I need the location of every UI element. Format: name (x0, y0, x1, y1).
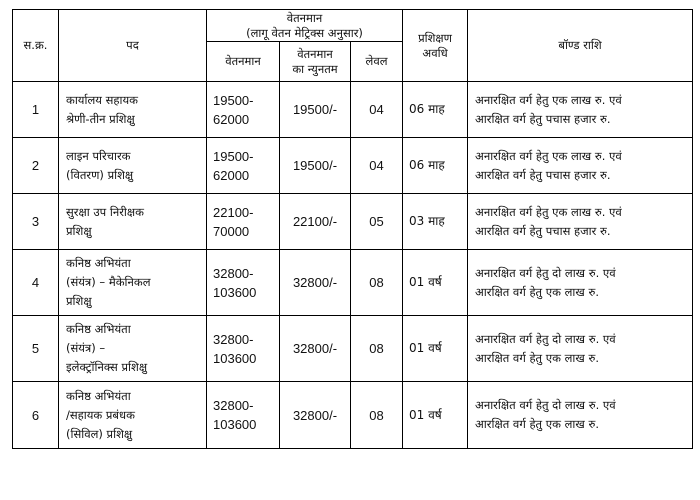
pay-scale-line: 62000 (213, 167, 250, 183)
pay-scale-line: 103600 (213, 284, 257, 300)
bond-line: आरक्षित वर्ग हेतु पचास हजार रु. (475, 167, 611, 182)
cell-training-duration: 06 माह (403, 138, 468, 194)
header-training-duration (403, 10, 468, 82)
pay-scale-line: 62000 (213, 111, 250, 127)
header-serial: स.क्र. (13, 10, 59, 82)
pay-scale-line: 19500- (213, 92, 254, 108)
cell-bond-amount (468, 382, 693, 449)
bond-line: अनारक्षित वर्ग हेतु एक लाख रु. एवं (475, 204, 622, 219)
cell-bond-amount (468, 194, 693, 250)
table-row (13, 138, 693, 194)
cell-post (59, 138, 207, 194)
post-line: श्रेणी-तीन प्रशिक्षु (66, 111, 135, 126)
post-line: प्रशिक्षु (66, 294, 92, 308)
training-posts-table (12, 9, 693, 449)
post-line: (संयंत्र) – (66, 341, 106, 355)
cell-bond-amount (468, 316, 693, 382)
cell-training-duration: 03 माह (403, 194, 468, 250)
bond-line: आरक्षित वर्ग हेतु पचास हजार रु. (475, 111, 611, 126)
post-line: कनिष्ठ अभियंता (66, 322, 131, 336)
post-line: लाइन परिचारक (66, 148, 131, 163)
post-line: कनिष्ठ अभियंता (66, 388, 131, 403)
cell-serial: 4 (13, 250, 59, 316)
cell-serial: 2 (13, 138, 59, 194)
cell-serial: 6 (13, 382, 59, 449)
header-post: पद (59, 10, 207, 82)
bond-line: अनारक्षित वर्ग हेतु दो लाख रु. एवं (475, 398, 616, 412)
cell-min-pay: 32800/- (280, 250, 351, 316)
bond-line: आरक्षित वर्ग हेतु एक लाख रु. (475, 350, 599, 365)
cell-min-pay: 32800/- (280, 316, 351, 382)
cell-post (59, 250, 207, 316)
cell-level: 05 (351, 194, 403, 250)
cell-pay-scale (207, 382, 280, 449)
cell-training-duration: 01 वर्ष (403, 382, 468, 449)
header-min-pay-line1: वेतनमान (297, 46, 333, 61)
header-bond-amount: बॉण्ड राशि (468, 10, 693, 82)
cell-pay-scale (207, 250, 280, 316)
cell-min-pay: 19500/- (280, 138, 351, 194)
cell-min-pay: 22100/- (280, 194, 351, 250)
bond-line: अनारक्षित वर्ग हेतु एक लाख रु. एवं (475, 148, 622, 163)
cell-pay-scale (207, 82, 280, 138)
table-row (13, 82, 693, 138)
table-row (13, 316, 693, 382)
cell-serial: 3 (13, 194, 59, 250)
pay-scale-line: 70000 (213, 223, 250, 239)
header-pay-scale-group (207, 10, 403, 42)
bond-line: अनारक्षित वर्ग हेतु दो लाख रु. एवं (475, 265, 616, 280)
cell-level: 04 (351, 82, 403, 138)
cell-post (59, 82, 207, 138)
post-line: /सहायक प्रबंधक (66, 407, 135, 422)
post-line: कनिष्ठ अभियंता (66, 256, 131, 270)
pay-scale-line: 19500- (213, 148, 254, 164)
cell-serial: 1 (13, 82, 59, 138)
cell-serial: 5 (13, 316, 59, 382)
cell-pay-scale (207, 194, 280, 250)
cell-post (59, 316, 207, 382)
pay-scale-line: 22100- (213, 204, 254, 220)
bond-line: अनारक्षित वर्ग हेतु एक लाख रु. एवं (475, 92, 622, 107)
table-row (13, 382, 693, 449)
cell-level: 08 (351, 382, 403, 449)
header-min-pay (280, 42, 351, 82)
cell-level: 04 (351, 138, 403, 194)
header-pay-scale: वेतनमान (207, 42, 280, 82)
cell-training-duration: 01 वर्ष (403, 250, 468, 316)
cell-post (59, 382, 207, 449)
cell-training-duration: 06 माह (403, 82, 468, 138)
header-training-duration-line2: अवधि (422, 45, 448, 60)
cell-level: 08 (351, 250, 403, 316)
post-line: इलेक्ट्रॉनिक्स प्रशिक्षु (66, 360, 148, 374)
table-row (13, 194, 693, 250)
bond-line: आरक्षित वर्ग हेतु पचास हजार रु. (475, 223, 611, 238)
bond-line: आरक्षित वर्ग हेतु एक लाख रु. (475, 417, 599, 431)
pay-scale-line: 32800- (213, 265, 254, 281)
post-line: कार्यालय सहायक (66, 92, 138, 107)
header-pay-scale-group-line2: (लागू वेतन मेट्रिक्स अनुसार) (246, 25, 363, 40)
table-row (13, 250, 693, 316)
cell-pay-scale (207, 138, 280, 194)
cell-bond-amount (468, 138, 693, 194)
header-training-duration-line1: प्रशिक्षण (418, 30, 452, 45)
cell-min-pay: 19500/- (280, 82, 351, 138)
pay-scale-line: 103600 (213, 417, 257, 432)
pay-scale-line: 32800- (213, 331, 254, 347)
cell-bond-amount (468, 82, 693, 138)
table-header (13, 10, 693, 82)
post-line: (संयंत्र) – मैकेनिकल (66, 275, 151, 289)
cell-post (59, 194, 207, 250)
bond-line: आरक्षित वर्ग हेतु एक लाख रु. (475, 284, 599, 299)
post-line: सुरक्षा उप निरीक्षक (66, 204, 144, 219)
cell-bond-amount (468, 250, 693, 316)
post-line: (वितरण) प्रशिक्षु (66, 167, 134, 182)
header-level: लेवल (351, 42, 403, 82)
cell-training-duration: 01 वर्ष (403, 316, 468, 382)
post-line: (सिविल) प्रशिक्षु (66, 426, 133, 441)
header-pay-scale-group-line1: वेतनमान (286, 10, 323, 25)
cell-level: 08 (351, 316, 403, 382)
post-line: प्रशिक्षु (66, 223, 92, 238)
cell-pay-scale (207, 316, 280, 382)
header-min-pay-line2: का न्युनतम (292, 61, 338, 76)
table-body (13, 82, 693, 449)
pay-scale-line: 103600 (213, 350, 257, 366)
bond-line: अनारक्षित वर्ग हेतु दो लाख रु. एवं (475, 331, 616, 346)
pay-scale-line: 32800- (213, 398, 254, 413)
cell-min-pay: 32800/- (280, 382, 351, 449)
